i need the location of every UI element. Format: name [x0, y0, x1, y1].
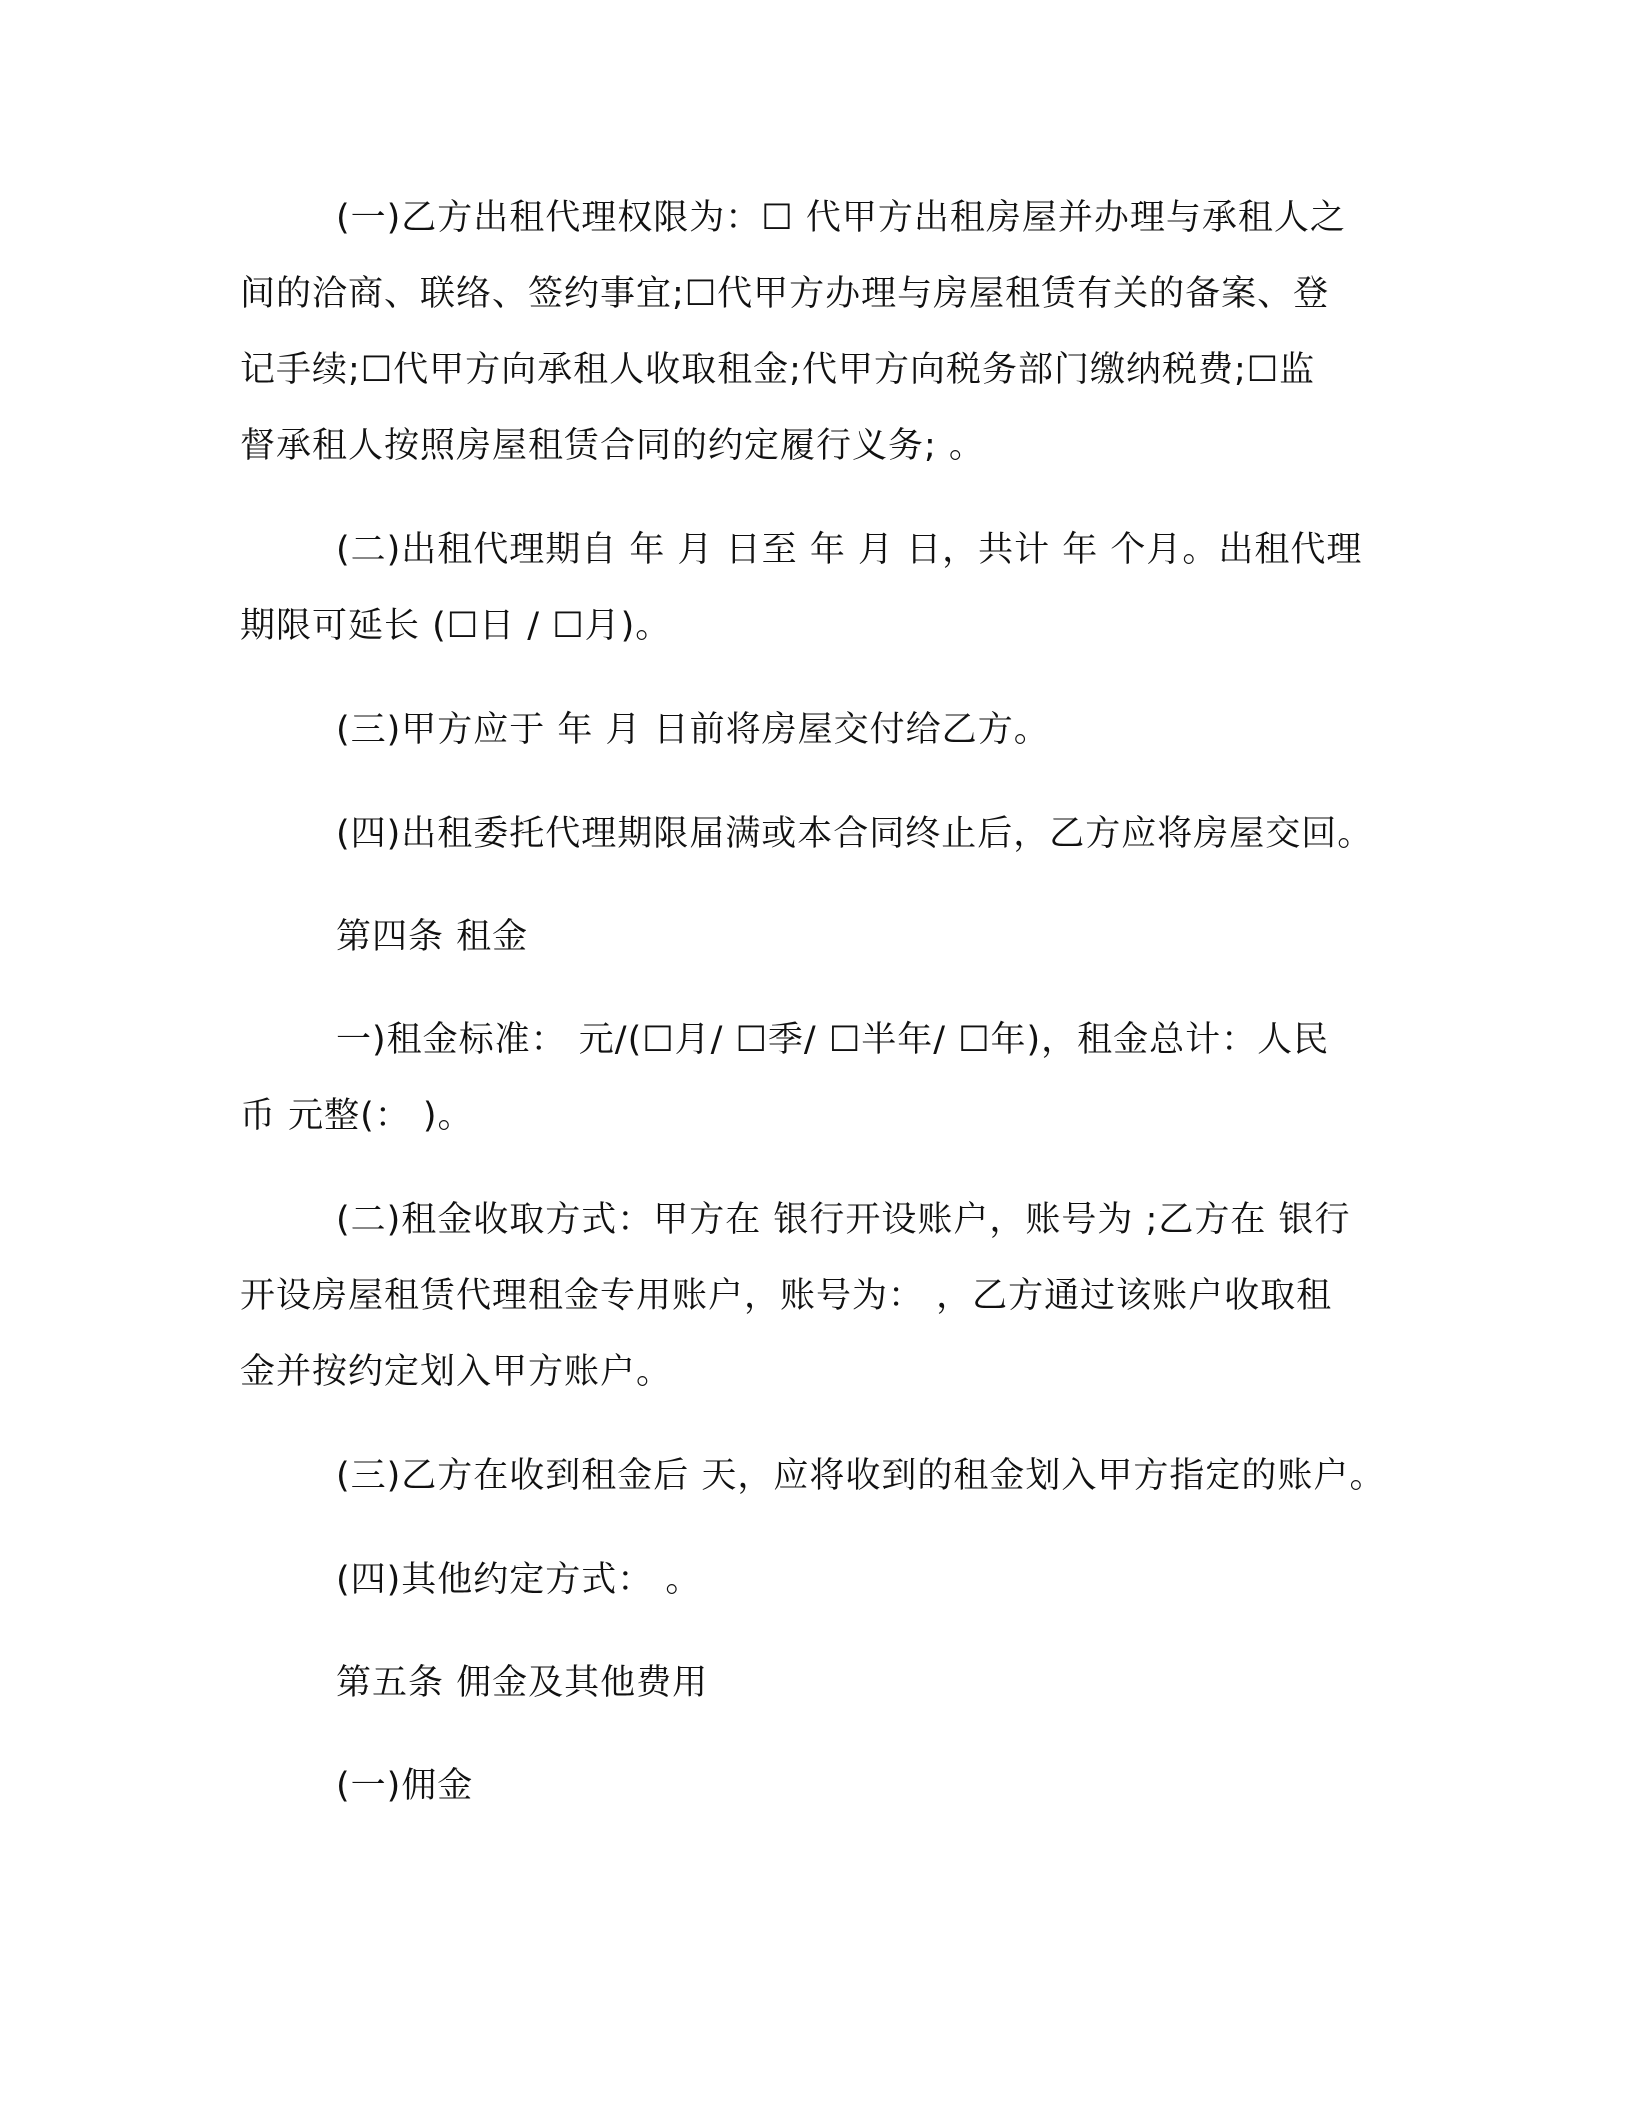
- paragraph-line: (三)甲方应于 年 月 日前将房屋交付给乙方。: [336, 710, 1050, 750]
- paragraph-line: (一)乙方出租代理权限为：☐ 代甲方出租房屋并办理与承租人之: [336, 198, 1346, 238]
- paragraph-line: (二)租金收取方式：甲方在 银行开设账户，账号为 ;乙方在 银行: [336, 1200, 1351, 1240]
- paragraph-line: 记手续;☐代甲方向承租人收取租金;代甲方向税务部门缴纳税费;☐监: [240, 350, 1316, 390]
- paragraph-line: (二)出租代理期自 年 月 日至 年 月 日，共计 年 个月。出租代理: [336, 530, 1363, 570]
- paragraph-line: 币 元整(： )。: [240, 1096, 474, 1136]
- paragraph-line: 期限可延长 (☐日 / ☐月)。: [240, 606, 672, 646]
- paragraph-line: 金并按约定划入甲方账户。: [240, 1352, 673, 1392]
- paragraph-line: 间的洽商、联络、签约事宜;☐代甲方办理与房屋租赁有关的备案、登: [240, 274, 1330, 314]
- paragraph-line: 督承租人按照房屋租赁合同的约定履行义务; 。: [240, 426, 985, 466]
- section-heading: 第四条 租金: [336, 917, 529, 957]
- paragraph-line: (一)佣金: [336, 1766, 474, 1806]
- paragraph-line: (三)乙方在收到租金后 天，应将收到的租金划入甲方指定的账户。: [336, 1456, 1386, 1496]
- section-heading: 第五条 佣金及其他费用: [336, 1663, 709, 1703]
- paragraph-line: 开设房屋租赁代理租金专用账户，账号为： ，乙方通过该账户收取租: [240, 1276, 1333, 1316]
- paragraph-line: (四)出租委托代理期限届满或本合同终止后，乙方应将房屋交回。: [336, 814, 1374, 854]
- paragraph-line: (四)其他约定方式： 。: [336, 1560, 702, 1600]
- paragraph-line: 一)租金标准： 元/(☐月/ ☐季/ ☐半年/ ☐年)，租金总计：人民: [336, 1020, 1330, 1060]
